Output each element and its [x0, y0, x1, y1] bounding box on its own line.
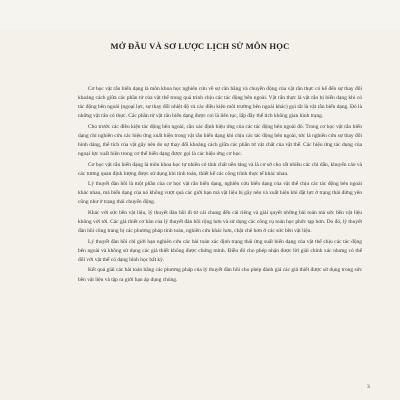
chapter-title: MỞ ĐẦU VÀ SƠ LƯỢC LỊCH SỬ MÔN HỌC [110, 41, 290, 51]
paragraph: Cơ học vật rắn biến dạng là môn khoa học tự nhiên có tính chất nền tảng và là cơ sở cho rất nhiều các chỉ dẫn, khuyến cáo và các tương quan định lượng được sử dụng khi tính toán, thiết kế các công trình thực tế khác nhau. [78, 161, 362, 177]
paragraph: Khác với sức bền vật liệu, lý thuyết đàn hồi đi từ cái chung đến cái riêng và giải quyết những bài toán mà sức bền vật liệu không với tới. Các giả thiết cơ bản của lý thuyết đàn hồi rộng hơn và sử dụng các công cụ toán học phức tạp hơn. Do đó, lý thuyết đàn hồi cũng trang bị các phương pháp tính toán, nghiên cứu khác hơn, chặt chẽ hơn ở các sức bền vật liệu. [78, 209, 362, 235]
top-margin [0, 0, 400, 30]
paragraph: Cơ học vật rắn biến dạng là môn khoa học nghiên cứu về sự cân bằng và chuyển động của vật rắn thực có kể đến sự thay đổi khoảng cách giữa các phần tử của vật thể trong quá trình chịu các tác động bên ngoài. Vật rắn thực là vật rắn bị biến dạng khi có tác động bên ngoài (ngoại lực, sự thay đổi nhiệt độ và các điều kiện môi trường bên ngoài khác) gọi tắt là vật rắn biến dạng. Đó là những vật rắn có thực. Các phần tử vật rắn biến dạng được coi là liên tục, lấp đầy thể tích không gian hình trạng. [78, 86, 362, 120]
page-number: 3 [367, 384, 370, 390]
paragraph: Kết quả giải các bài toán bằng các phương pháp của lý thuyết đàn hồi cho phép đánh giá các giả thiết được sử dụng trong sức bền vật liệu và tập ra giới hạn áp dụng chúng. [78, 267, 362, 283]
paragraph: Cho trước các điều kiện tác động bên ngoài, cần xác định hiệu ứng của các tác động bên ngoài đó. Trong cơ học vật rắn biến dạng chỉ nghiên cứu các hiệu ứng xuất hiện trong vật rắn biến dạng khi chịu các tác động bên ngoài, tức là nghiên cứu sự thay đổi hình dáng, thể tích của vật gây nên do sự thay đổi khoảng cách giữa các phần tử vật chất của vật thể. Các hiệu ứng tác dụng của ngoại lực xuất hiện trong cơ thể biến dạng được gọi là các hiệu ứng cơ học. [78, 123, 362, 157]
paragraph: Lý thuyết đàn hồi là một phần của cơ học vật rắn biến dạng, nghiên cứu biến dạng của vật thể chịu các tác động bên ngoài khác nhau, mà biến dạng của nó không vượt quá các giới hạn mà vật liệu bị gãy nên và xuất hiện khi đặt lực ở trạng thái đứng yên cũng như ở trạng thái chuyển động. [78, 181, 362, 206]
body-text [78, 85, 362, 286]
paragraph: Lý thuyết đàn hồi chỉ giới hạn nghiên cứu các bài toán xác định trạng thái ứng suất biến dạng của vật thể chịu các tác động bên ngoài và không sử dụng các giả thiết không được chứng minh. Điều đó cho phép nhận được lời giải chính xác nhưng có thể đối với vật thể có dạng hình học bất kỳ. [78, 238, 362, 263]
